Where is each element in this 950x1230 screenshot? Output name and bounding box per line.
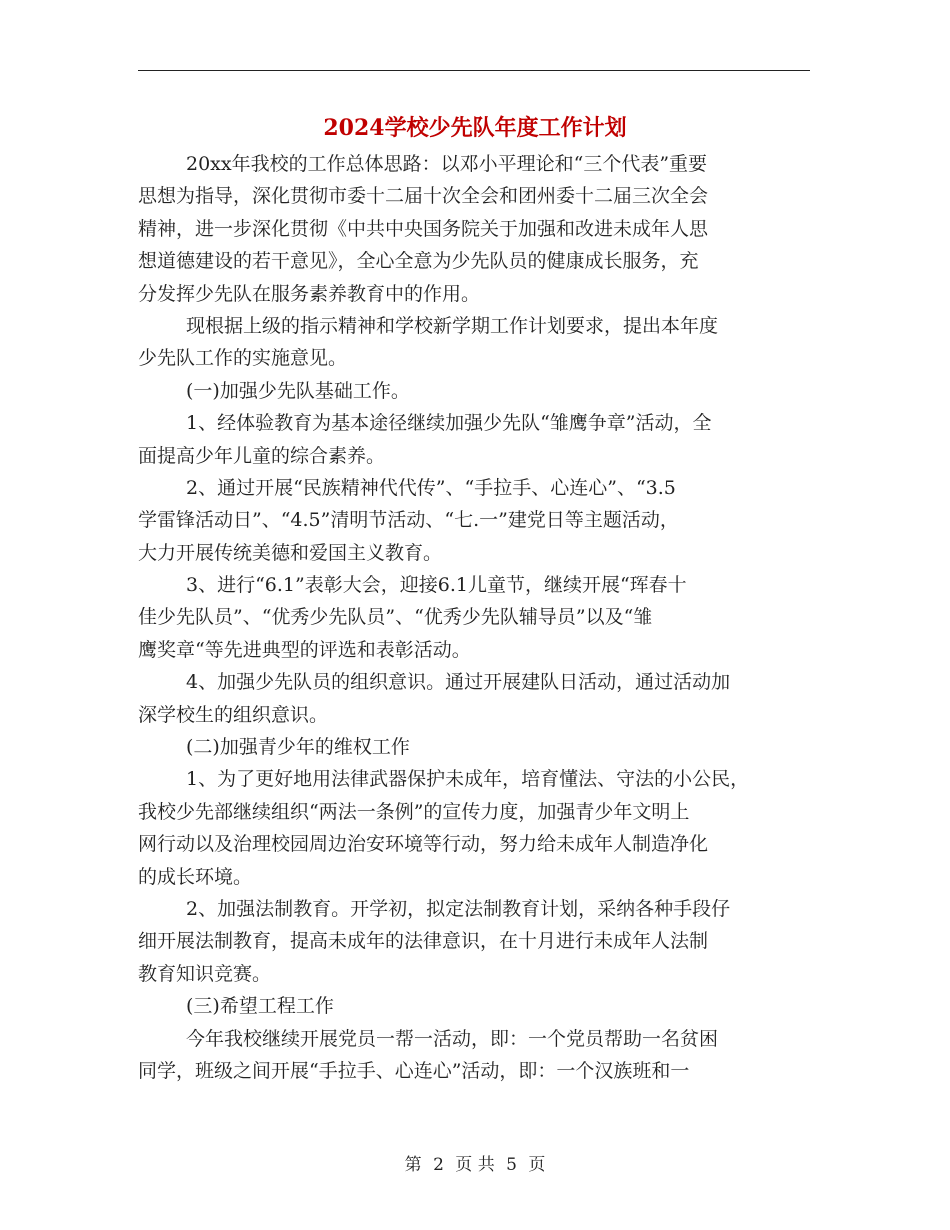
footer-page-number: 2	[433, 1155, 444, 1175]
text-line: 现根据上级的指示精神和学校新学期工作计划要求，提出本年度	[186, 314, 719, 337]
text-line: 少先队工作的实施意见。	[138, 347, 348, 370]
text-line: 2、通过开展“民族精神代代传”、“手拉手、心连心”、“3.5	[186, 476, 676, 499]
text-line: (二)加强青少年的维权工作	[186, 736, 410, 759]
document-body	[138, 148, 828, 1087]
text-line: 教育知识竞赛。	[138, 962, 272, 985]
text-line: 鹰奖章“等先进典型的评选和表彰活动。	[138, 638, 471, 661]
text-line: (一)加强少先队基础工作。	[186, 379, 410, 402]
text-line: 的成长环境。	[138, 865, 253, 888]
text-line: 精神，进一步深化贯彻《中共中央国务院关于加强和改进未成年人思	[138, 217, 709, 240]
text-line: (三)希望工程工作	[186, 995, 334, 1018]
text-line: 学雷锋活动日”、“4.5”清明节活动、“七.一”建党日等主题活动，	[138, 509, 679, 532]
text-line: 深学校生的组织意识。	[138, 703, 329, 726]
footer-prefix: 第	[404, 1155, 422, 1175]
text-line: 1、为了更好地用法律武器保护未成年，培育懂法、守法的小公民，	[186, 768, 750, 791]
text-line: 想道德建设的若干意见》，全心全意为少先队员的健康成长服务，充	[138, 250, 699, 273]
footer-middle: 页 共	[455, 1155, 495, 1175]
text-line: 20xx年我校的工作总体思路：以邓小平理论和“三个代表”重要	[186, 153, 708, 175]
text-line: 4、加强少先队员的组织意识。通过开展建队日活动，通过活动加	[186, 671, 731, 694]
document-title: 2024学校少先队年度工作计划	[323, 115, 627, 141]
text-line: 今年我校继续开展党员一帮一活动，即：一个党员帮助一名贫困	[186, 1027, 719, 1050]
page-footer	[0, 1150, 950, 1180]
text-line: 佳少先队员”、“优秀少先队员”、“优秀少先队辅导员”以及“雏	[138, 606, 653, 629]
text-line: 2、加强法制教育。开学初，拟定法制教育计划，采纳各种手段仔	[186, 897, 731, 920]
text-line: 分发挥少先队在服务素养教育中的作用。	[138, 282, 481, 305]
text-line: 面提高少年儿童的综合素养。	[138, 444, 386, 467]
footer-total-pages: 5	[506, 1155, 517, 1175]
text-line: 细开展法制教育，提高未成年的法律意识，在十月进行未成年人法制	[138, 930, 709, 953]
text-line: 3、进行“6.1”表彰大会，迎接6.1儿童节，继续开展“珲春十	[186, 574, 687, 597]
header-rule	[138, 70, 810, 71]
text-line: 思想为指导，深化贯彻市委十二届十次全会和团州委十二届三次全会	[138, 185, 709, 208]
footer-suffix: 页	[528, 1155, 546, 1175]
text-line: 1、经体验教育为基本途径继续加强少先队“雏鹰争章”活动，全	[186, 412, 712, 435]
text-line: 网行动以及治理校园周边治安环境等行动，努力给未成年人制造净化	[138, 833, 709, 856]
text-line: 同学，班级之间开展“手拉手、心连心”活动，即：一个汉族班和一	[138, 1059, 690, 1082]
text-line: 大力开展传统美德和爱国主义教育。	[138, 541, 443, 564]
text-line: 我校少先部继续组织“两法一条例”的宣传力度，加强青少年文明上	[138, 800, 690, 823]
